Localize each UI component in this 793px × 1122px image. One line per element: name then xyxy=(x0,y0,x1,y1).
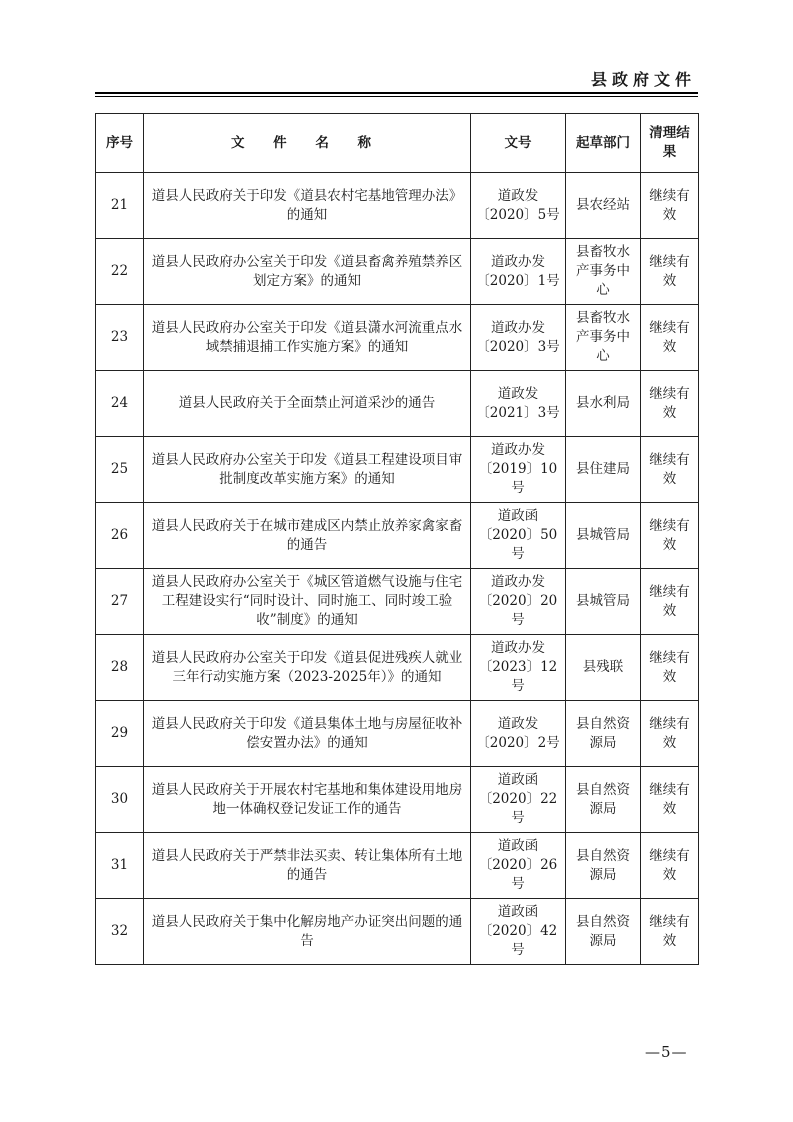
column-header-no: 序号 xyxy=(96,114,144,173)
document-number: 道政办发〔2020〕1号 xyxy=(471,239,566,305)
drafting-department: 县城管局 xyxy=(566,569,641,635)
document-number: 道政办发〔2019〕10号 xyxy=(471,437,566,503)
row-number: 25 xyxy=(96,437,144,503)
document-title: 道县人民政府办公室关于《城区管道燃气设施与住宅工程建设实行“同时设计、同时施工、同时竣工验收”制度》的通知 xyxy=(144,569,471,635)
column-header-dept: 起草部门 xyxy=(566,114,641,173)
table-header-row xyxy=(96,114,699,173)
table-row xyxy=(96,503,699,569)
drafting-department: 县农经站 xyxy=(566,173,641,239)
drafting-department: 县自然资源局 xyxy=(566,701,641,767)
cleanup-result: 继续有效 xyxy=(641,371,699,437)
row-number: 26 xyxy=(96,503,144,569)
document-number: 道政发〔2020〕2号 xyxy=(471,701,566,767)
document-number: 道政函〔2020〕50号 xyxy=(471,503,566,569)
cleanup-result: 继续有效 xyxy=(641,239,699,305)
document-title: 道县人民政府办公室关于印发《道县工程建设项目审批制度改革实施方案》的通知 xyxy=(144,437,471,503)
document-number: 道政函〔2020〕42号 xyxy=(471,899,566,965)
drafting-department: 县水利局 xyxy=(566,371,641,437)
document-number: 道政发〔2020〕5号 xyxy=(471,173,566,239)
page-header-title: 县政府文件 xyxy=(590,70,696,89)
table-row xyxy=(96,305,699,371)
document-number: 道政函〔2020〕22号 xyxy=(471,767,566,833)
table-row xyxy=(96,569,699,635)
document-title: 道县人民政府关于开展农村宅基地和集体建设用地房地一体确权登记发证工作的通告 xyxy=(144,767,471,833)
document-number: 道政办发〔2020〕20号 xyxy=(471,569,566,635)
header-rule-thick xyxy=(95,92,698,94)
document-title: 道县人民政府关于严禁非法买卖、转让集体所有土地的通告 xyxy=(144,833,471,899)
document-number: 道政办发〔2023〕12号 xyxy=(471,635,566,701)
drafting-department: 县自然资源局 xyxy=(566,899,641,965)
cleanup-result: 继续有效 xyxy=(641,437,699,503)
table-row xyxy=(96,701,699,767)
table-row xyxy=(96,173,699,239)
cleanup-result: 继续有效 xyxy=(641,833,699,899)
table-row xyxy=(96,371,699,437)
document-title: 道县人民政府关于全面禁止河道采沙的通告 xyxy=(144,371,471,437)
row-number: 27 xyxy=(96,569,144,635)
document-title: 道县人民政府关于印发《道县集体土地与房屋征收补偿安置办法》的通知 xyxy=(144,701,471,767)
page-number: —5— xyxy=(645,1043,688,1061)
drafting-department: 县自然资源局 xyxy=(566,833,641,899)
cleanup-result: 继续有效 xyxy=(641,503,699,569)
table-row xyxy=(96,635,699,701)
drafting-department: 县自然资源局 xyxy=(566,767,641,833)
header-rule-thin xyxy=(95,96,698,97)
row-number: 22 xyxy=(96,239,144,305)
cleanup-result: 继续有效 xyxy=(641,173,699,239)
drafting-department: 县残联 xyxy=(566,635,641,701)
cleanup-result: 继续有效 xyxy=(641,569,699,635)
document-title: 道县人民政府办公室关于印发《道县促进残疾人就业三年行动实施方案（2023-2025年）》的通知 xyxy=(144,635,471,701)
document-number: 道政函〔2020〕26号 xyxy=(471,833,566,899)
cleanup-result: 继续有效 xyxy=(641,899,699,965)
table-row xyxy=(96,239,699,305)
drafting-department: 县畜牧水产事务中心 xyxy=(566,305,641,371)
table-row xyxy=(96,899,699,965)
row-number: 30 xyxy=(96,767,144,833)
table-row xyxy=(96,833,699,899)
cleanup-result: 继续有效 xyxy=(641,635,699,701)
table-row xyxy=(96,437,699,503)
drafting-department: 县住建局 xyxy=(566,437,641,503)
document-title: 道县人民政府关于在城市建成区内禁止放养家禽家畜的通告 xyxy=(144,503,471,569)
cleanup-result: 继续有效 xyxy=(641,767,699,833)
column-header-result: 清理结果 xyxy=(641,114,699,173)
document-table xyxy=(95,113,699,965)
cleanup-result: 继续有效 xyxy=(641,701,699,767)
document-title: 道县人民政府关于印发《道县农村宅基地管理办法》的通知 xyxy=(144,173,471,239)
cleanup-result: 继续有效 xyxy=(641,305,699,371)
row-number: 32 xyxy=(96,899,144,965)
row-number: 23 xyxy=(96,305,144,371)
column-header-title: 文 件 名 称 xyxy=(144,114,471,173)
document-title: 道县人民政府办公室关于印发《道县畜禽养殖禁养区划定方案》的通知 xyxy=(144,239,471,305)
document-number: 道政办发〔2020〕3号 xyxy=(471,305,566,371)
row-number: 29 xyxy=(96,701,144,767)
table-row xyxy=(96,767,699,833)
drafting-department: 县城管局 xyxy=(566,503,641,569)
document-number: 道政发〔2021〕3号 xyxy=(471,371,566,437)
row-number: 28 xyxy=(96,635,144,701)
row-number: 24 xyxy=(96,371,144,437)
drafting-department: 县畜牧水产事务中心 xyxy=(566,239,641,305)
document-title: 道县人民政府办公室关于印发《道县潇水河流重点水域禁捕退捕工作实施方案》的通知 xyxy=(144,305,471,371)
row-number: 21 xyxy=(96,173,144,239)
row-number: 31 xyxy=(96,833,144,899)
document-title: 道县人民政府关于集中化解房地产办证突出问题的通告 xyxy=(144,899,471,965)
column-header-doc-no: 文号 xyxy=(471,114,566,173)
